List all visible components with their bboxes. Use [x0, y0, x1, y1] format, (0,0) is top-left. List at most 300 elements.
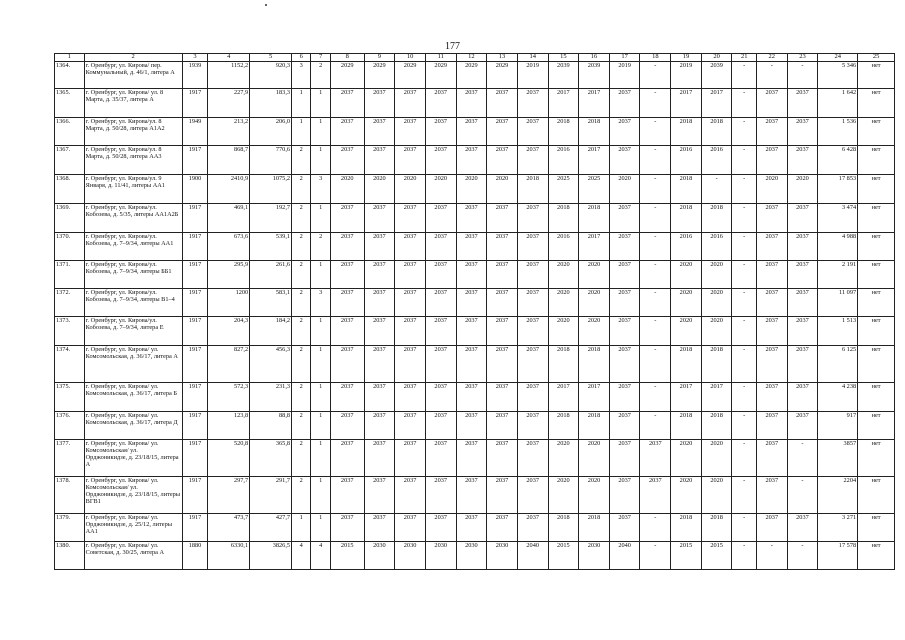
- value-cell: 2018: [671, 345, 702, 382]
- value-cell: 2037: [425, 232, 456, 260]
- value-cell: 2: [292, 232, 311, 260]
- value-cell: 2039: [701, 61, 732, 88]
- value-cell: 2037: [456, 232, 487, 260]
- value-cell: 2037: [364, 439, 395, 476]
- value-cell: 2037: [487, 476, 518, 513]
- value-cell: 11 097: [818, 288, 858, 316]
- value-cell: нет: [858, 439, 895, 476]
- table-row: [55, 513, 895, 541]
- value-cell: 427,7: [250, 513, 292, 541]
- value-cell: 2020: [487, 174, 518, 203]
- value-cell: 770,6: [250, 145, 292, 174]
- value-cell: 2037: [787, 316, 818, 345]
- value-cell: 2037: [756, 260, 787, 288]
- value-cell: 827,2: [208, 345, 250, 382]
- value-cell: 2018: [548, 411, 579, 439]
- value-cell: 917: [818, 411, 858, 439]
- value-cell: 2020: [548, 439, 579, 476]
- value-cell: 2037: [330, 88, 364, 117]
- row-number-cell: 1371.: [55, 260, 85, 288]
- value-cell: 2020: [548, 260, 579, 288]
- value-cell: 5 346: [818, 61, 858, 88]
- value-cell: 572,3: [208, 382, 250, 411]
- value-cell: 2015: [548, 541, 579, 569]
- value-cell: 2037: [609, 232, 640, 260]
- value-cell: 2025: [548, 174, 579, 203]
- value-cell: -: [732, 439, 757, 476]
- value-cell: 2037: [425, 117, 456, 145]
- value-cell: 2: [292, 476, 311, 513]
- value-cell: -: [732, 476, 757, 513]
- value-cell: 3: [292, 61, 311, 88]
- value-cell: 2037: [517, 203, 548, 232]
- table-row: [55, 345, 895, 382]
- value-cell: 673,6: [208, 232, 250, 260]
- value-cell: 1: [311, 203, 330, 232]
- address-cell: г. Оренбург, ул. Кирова/ ул. Советская, д. 30/25, литера А: [84, 541, 182, 569]
- value-cell: 1: [311, 439, 330, 476]
- value-cell: 204,3: [208, 316, 250, 345]
- value-cell: -: [732, 260, 757, 288]
- value-cell: 2017: [579, 232, 610, 260]
- value-cell: 2018: [701, 513, 732, 541]
- value-cell: 2037: [640, 476, 671, 513]
- column-number-cell: 10: [395, 54, 426, 62]
- value-cell: 2018: [548, 345, 579, 382]
- value-cell: -: [787, 476, 818, 513]
- value-cell: 2: [292, 411, 311, 439]
- value-cell: 2017: [701, 88, 732, 117]
- row-number-cell: 1380.: [55, 541, 85, 569]
- value-cell: 2037: [425, 316, 456, 345]
- value-cell: 2037: [787, 117, 818, 145]
- value-cell: 227,9: [208, 88, 250, 117]
- value-cell: нет: [858, 174, 895, 203]
- value-cell: 2037: [456, 203, 487, 232]
- value-cell: 1: [311, 382, 330, 411]
- value-cell: 2017: [671, 88, 702, 117]
- value-cell: 2020: [671, 316, 702, 345]
- value-cell: 2037: [609, 439, 640, 476]
- value-cell: нет: [858, 88, 895, 117]
- value-cell: 2037: [364, 288, 395, 316]
- value-cell: 2017: [579, 88, 610, 117]
- value-cell: 2037: [609, 117, 640, 145]
- value-cell: 2037: [456, 345, 487, 382]
- value-cell: нет: [858, 117, 895, 145]
- value-cell: 2037: [456, 382, 487, 411]
- value-cell: -: [640, 232, 671, 260]
- row-number-cell: 1372.: [55, 288, 85, 316]
- value-cell: 2037: [787, 382, 818, 411]
- value-cell: 2037: [395, 411, 426, 439]
- value-cell: 2037: [456, 88, 487, 117]
- value-cell: 2030: [579, 541, 610, 569]
- value-cell: 2037: [425, 513, 456, 541]
- value-cell: нет: [858, 288, 895, 316]
- value-cell: 2029: [456, 61, 487, 88]
- value-cell: 2037: [487, 117, 518, 145]
- table-row: [55, 288, 895, 316]
- value-cell: 3: [311, 288, 330, 316]
- value-cell: 1: [292, 117, 311, 145]
- value-cell: 2037: [609, 88, 640, 117]
- value-cell: 2: [292, 174, 311, 203]
- value-cell: 2037: [456, 145, 487, 174]
- value-cell: -: [640, 174, 671, 203]
- value-cell: 2037: [330, 288, 364, 316]
- column-number-cell: 21: [732, 54, 757, 62]
- column-number-cell: 12: [456, 54, 487, 62]
- value-cell: 2020: [671, 260, 702, 288]
- value-cell: -: [787, 439, 818, 476]
- value-cell: 1 642: [818, 88, 858, 117]
- value-cell: 2: [292, 260, 311, 288]
- value-cell: 2037: [787, 260, 818, 288]
- value-cell: 1917: [182, 345, 208, 382]
- value-cell: -: [640, 513, 671, 541]
- address-cell: г. Оренбург, ул. Кирова/ул. 8 Марта, д. 50/28, литера АА3: [84, 145, 182, 174]
- value-cell: 2037: [330, 439, 364, 476]
- value-cell: 2037: [364, 145, 395, 174]
- value-cell: 2037: [487, 145, 518, 174]
- value-cell: 1917: [182, 232, 208, 260]
- value-cell: 2037: [330, 513, 364, 541]
- value-cell: -: [640, 288, 671, 316]
- value-cell: 2040: [517, 541, 548, 569]
- value-cell: 261,6: [250, 260, 292, 288]
- column-number-cell: 15: [548, 54, 579, 62]
- value-cell: 2037: [364, 316, 395, 345]
- value-cell: 1: [292, 88, 311, 117]
- value-cell: 3: [311, 174, 330, 203]
- value-cell: 2037: [517, 382, 548, 411]
- value-cell: 2037: [609, 513, 640, 541]
- value-cell: 2037: [787, 88, 818, 117]
- value-cell: 2029: [487, 61, 518, 88]
- value-cell: 6330,1: [208, 541, 250, 569]
- value-cell: -: [732, 288, 757, 316]
- value-cell: 1917: [182, 411, 208, 439]
- value-cell: нет: [858, 382, 895, 411]
- value-cell: 2037: [609, 203, 640, 232]
- value-cell: 2020: [787, 174, 818, 203]
- value-cell: 2018: [579, 203, 610, 232]
- value-cell: 1: [311, 411, 330, 439]
- address-cell: г. Оренбург, ул. Кирова/ ул. 8 Марта, д. 35/37, литера А: [84, 88, 182, 117]
- value-cell: -: [732, 145, 757, 174]
- value-cell: -: [756, 61, 787, 88]
- column-number-cell: 2: [84, 54, 182, 62]
- value-cell: 2037: [364, 117, 395, 145]
- value-cell: нет: [858, 232, 895, 260]
- column-number-cell: 24: [818, 54, 858, 62]
- value-cell: 2037: [395, 117, 426, 145]
- value-cell: 2: [292, 316, 311, 345]
- value-cell: 520,8: [208, 439, 250, 476]
- value-cell: 2037: [487, 345, 518, 382]
- address-cell: г. Оренбург, ул. Кирова/ул. Кобозева, д. 7–9/34, литеры АА1: [84, 232, 182, 260]
- value-cell: нет: [858, 145, 895, 174]
- value-cell: 2037: [756, 345, 787, 382]
- value-cell: 2030: [364, 541, 395, 569]
- value-cell: 1939: [182, 61, 208, 88]
- address-cell: г. Оренбург, ул. Кирова/ ул. Комсомольская, д. 36/17, литера А: [84, 345, 182, 382]
- column-number-cell: 14: [517, 54, 548, 62]
- value-cell: 3826,5: [250, 541, 292, 569]
- value-cell: 2037: [456, 439, 487, 476]
- value-cell: нет: [858, 345, 895, 382]
- value-cell: 2018: [701, 117, 732, 145]
- value-cell: 213,2: [208, 117, 250, 145]
- value-cell: 2037: [456, 316, 487, 345]
- value-cell: нет: [858, 203, 895, 232]
- row-number-cell: 1366.: [55, 117, 85, 145]
- row-number-cell: 1364.: [55, 61, 85, 88]
- value-cell: 2017: [671, 382, 702, 411]
- scan-speck: [265, 4, 267, 6]
- value-cell: 2037: [756, 288, 787, 316]
- value-cell: 1: [292, 513, 311, 541]
- value-cell: 2037: [487, 203, 518, 232]
- value-cell: 2020: [756, 174, 787, 203]
- value-cell: -: [732, 174, 757, 203]
- value-cell: 2: [292, 345, 311, 382]
- table-row: [55, 382, 895, 411]
- value-cell: 1917: [182, 476, 208, 513]
- table-row: [55, 232, 895, 260]
- value-cell: 2410,9: [208, 174, 250, 203]
- value-cell: 2037: [456, 411, 487, 439]
- table-row: [55, 476, 895, 513]
- value-cell: нет: [858, 260, 895, 288]
- value-cell: 1917: [182, 513, 208, 541]
- value-cell: 2030: [487, 541, 518, 569]
- value-cell: -: [756, 541, 787, 569]
- value-cell: -: [640, 541, 671, 569]
- value-cell: 2018: [579, 117, 610, 145]
- value-cell: 2037: [330, 382, 364, 411]
- value-cell: 1917: [182, 260, 208, 288]
- column-number-cell: 19: [671, 54, 702, 62]
- value-cell: 2037: [395, 288, 426, 316]
- value-cell: 2015: [701, 541, 732, 569]
- value-cell: 2037: [364, 513, 395, 541]
- value-cell: -: [640, 61, 671, 88]
- value-cell: 2: [292, 288, 311, 316]
- value-cell: 2037: [517, 117, 548, 145]
- value-cell: -: [732, 232, 757, 260]
- value-cell: 2: [292, 203, 311, 232]
- table-row: [55, 316, 895, 345]
- value-cell: -: [732, 541, 757, 569]
- value-cell: -: [640, 88, 671, 117]
- value-cell: 2037: [487, 513, 518, 541]
- address-cell: г. Оренбург, ул. Кирова/ ул. Комсомольская/ ул. Орджоникидзе, д. 23/18/15, литеры ВГВ1: [84, 476, 182, 513]
- value-cell: 2018: [548, 513, 579, 541]
- address-cell: г. Оренбург, ул. Кирова/ул. Кобозева, д. 7–9/34, литеры В1–4: [84, 288, 182, 316]
- value-cell: 2037: [756, 476, 787, 513]
- column-number-cell: 3: [182, 54, 208, 62]
- value-cell: 2019: [609, 61, 640, 88]
- address-cell: г. Оренбург, ул. Кирова/ ул. Комсомольская, д. 36/17, литера Б: [84, 382, 182, 411]
- value-cell: -: [787, 61, 818, 88]
- value-cell: 17 853: [818, 174, 858, 203]
- value-cell: 2037: [609, 288, 640, 316]
- value-cell: 2016: [701, 145, 732, 174]
- value-cell: 1917: [182, 316, 208, 345]
- value-cell: 2018: [579, 345, 610, 382]
- value-cell: 2037: [487, 382, 518, 411]
- value-cell: 2037: [395, 345, 426, 382]
- value-cell: 2037: [425, 88, 456, 117]
- value-cell: 2037: [395, 382, 426, 411]
- value-cell: 2037: [330, 345, 364, 382]
- value-cell: 2037: [756, 316, 787, 345]
- value-cell: 2037: [425, 476, 456, 513]
- value-cell: 2020: [330, 174, 364, 203]
- value-cell: 2037: [330, 145, 364, 174]
- value-cell: 2037: [517, 260, 548, 288]
- value-cell: 2020: [456, 174, 487, 203]
- value-cell: 2037: [364, 232, 395, 260]
- value-cell: 2037: [330, 260, 364, 288]
- row-number-cell: 1375.: [55, 382, 85, 411]
- value-cell: 2037: [395, 260, 426, 288]
- value-cell: 2037: [787, 232, 818, 260]
- value-cell: 2020: [701, 288, 732, 316]
- value-cell: 1917: [182, 145, 208, 174]
- value-cell: 2018: [701, 345, 732, 382]
- value-cell: 2037: [756, 382, 787, 411]
- value-cell: 2017: [579, 382, 610, 411]
- value-cell: 2018: [579, 411, 610, 439]
- value-cell: 2020: [579, 476, 610, 513]
- value-cell: 2037: [425, 345, 456, 382]
- row-number-cell: 1369.: [55, 203, 85, 232]
- column-number-cell: 7: [311, 54, 330, 62]
- row-number-cell: 1379.: [55, 513, 85, 541]
- value-cell: 4 238: [818, 382, 858, 411]
- value-cell: 2017: [579, 145, 610, 174]
- value-cell: 2037: [364, 411, 395, 439]
- value-cell: 183,3: [250, 88, 292, 117]
- value-cell: 2: [292, 145, 311, 174]
- value-cell: 1917: [182, 203, 208, 232]
- value-cell: -: [732, 203, 757, 232]
- value-cell: 2018: [671, 203, 702, 232]
- value-cell: 2037: [787, 145, 818, 174]
- column-number-cell: 9: [364, 54, 395, 62]
- value-cell: 2037: [517, 476, 548, 513]
- value-cell: 920,3: [250, 61, 292, 88]
- column-number-cell: 23: [787, 54, 818, 62]
- value-cell: 2037: [425, 145, 456, 174]
- value-cell: 2037: [609, 345, 640, 382]
- value-cell: 1 536: [818, 117, 858, 145]
- value-cell: 1880: [182, 541, 208, 569]
- column-number-cell: 22: [756, 54, 787, 62]
- table-row: [55, 117, 895, 145]
- row-number-cell: 1370.: [55, 232, 85, 260]
- value-cell: 2016: [671, 232, 702, 260]
- table-row: [55, 88, 895, 117]
- value-cell: 2037: [609, 316, 640, 345]
- value-cell: 2037: [517, 288, 548, 316]
- value-cell: 2037: [395, 145, 426, 174]
- value-cell: 2037: [364, 88, 395, 117]
- value-cell: 2037: [787, 288, 818, 316]
- value-cell: 2037: [787, 345, 818, 382]
- table-row: [55, 411, 895, 439]
- address-cell: г. Оренбург, ул. Кирова/ул. Кобозева, д. 7–9/34, литера Е: [84, 316, 182, 345]
- value-cell: 1: [311, 476, 330, 513]
- value-cell: 2: [311, 61, 330, 88]
- value-cell: 2016: [701, 232, 732, 260]
- value-cell: 2037: [425, 203, 456, 232]
- value-cell: 2020: [548, 476, 579, 513]
- value-cell: -: [640, 203, 671, 232]
- value-cell: 1: [311, 88, 330, 117]
- value-cell: 4 988: [818, 232, 858, 260]
- value-cell: 2: [311, 232, 330, 260]
- value-cell: 2020: [425, 174, 456, 203]
- value-cell: 2037: [756, 513, 787, 541]
- value-cell: -: [732, 88, 757, 117]
- value-cell: 1152,2: [208, 61, 250, 88]
- column-number-cell: 16: [579, 54, 610, 62]
- value-cell: 2018: [671, 174, 702, 203]
- value-cell: 2018: [671, 411, 702, 439]
- value-cell: 2037: [456, 288, 487, 316]
- value-cell: 1917: [182, 88, 208, 117]
- value-cell: 2037: [330, 203, 364, 232]
- value-cell: 2037: [787, 513, 818, 541]
- value-cell: 456,3: [250, 345, 292, 382]
- column-number-cell: 25: [858, 54, 895, 62]
- value-cell: 1: [311, 145, 330, 174]
- column-number-cell: 4: [208, 54, 250, 62]
- value-cell: 2: [292, 439, 311, 476]
- column-number-cell: 1: [55, 54, 85, 62]
- value-cell: 2029: [425, 61, 456, 88]
- table-row: [55, 541, 895, 569]
- value-cell: 2020: [701, 316, 732, 345]
- value-cell: 473,7: [208, 513, 250, 541]
- row-number-cell: 1374.: [55, 345, 85, 382]
- value-cell: 88,8: [250, 411, 292, 439]
- value-cell: 2030: [395, 541, 426, 569]
- value-cell: -: [732, 117, 757, 145]
- value-cell: 2018: [701, 411, 732, 439]
- value-cell: 2037: [517, 232, 548, 260]
- value-cell: 2018: [579, 513, 610, 541]
- value-cell: 6 125: [818, 345, 858, 382]
- value-cell: 2020: [548, 288, 579, 316]
- value-cell: 2037: [487, 88, 518, 117]
- value-cell: 1: [311, 513, 330, 541]
- table-row: [55, 439, 895, 476]
- value-cell: 469,1: [208, 203, 250, 232]
- value-cell: 2020: [701, 439, 732, 476]
- value-cell: 1917: [182, 288, 208, 316]
- value-cell: 2037: [395, 439, 426, 476]
- value-cell: 2037: [456, 117, 487, 145]
- value-cell: нет: [858, 411, 895, 439]
- value-cell: 1900: [182, 174, 208, 203]
- value-cell: 3857: [818, 439, 858, 476]
- column-number-cell: 13: [487, 54, 518, 62]
